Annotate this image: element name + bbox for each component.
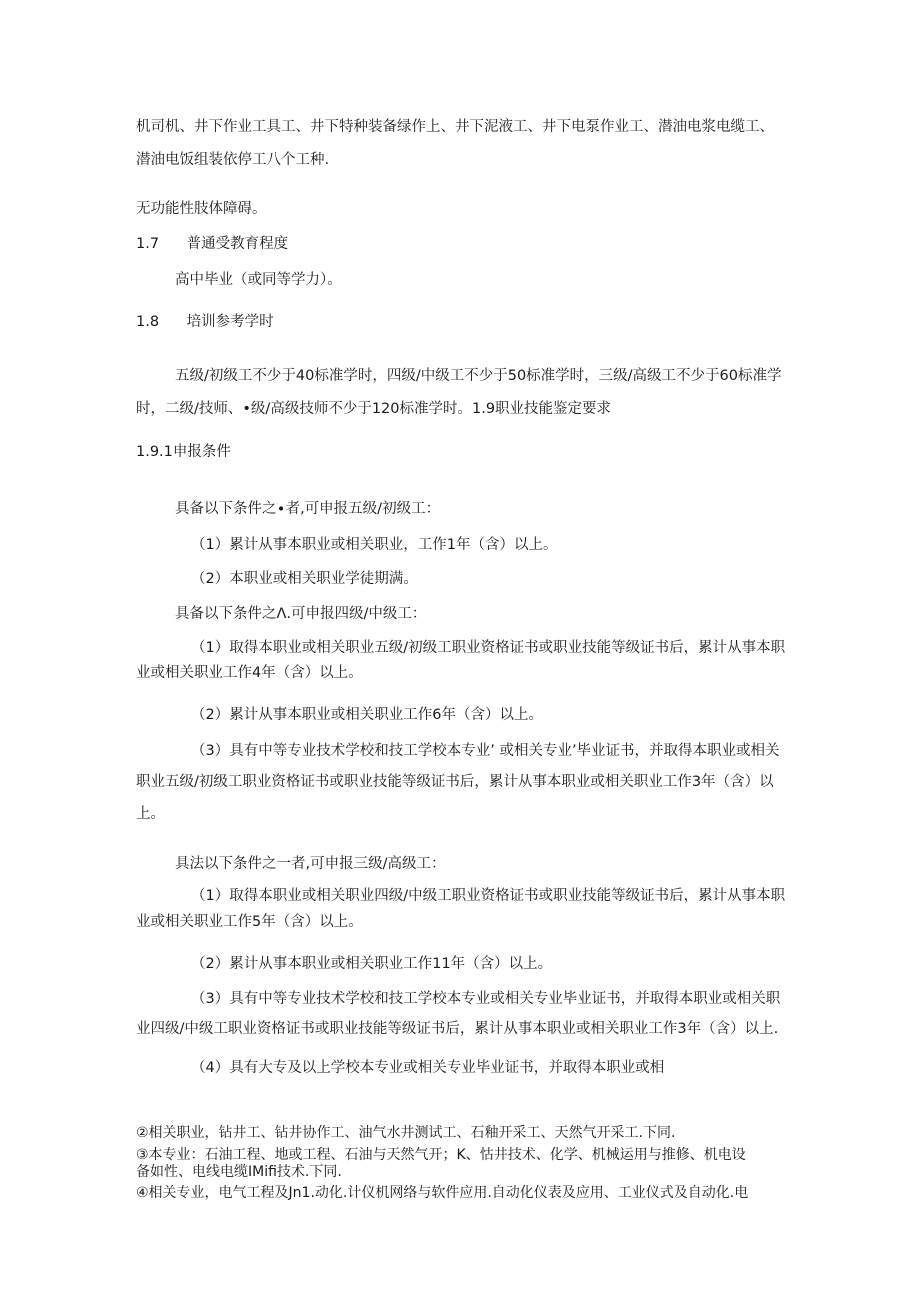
paragraph-line: 机司机、井下作业工具工、井下特种装备绿作上、井下泥液工、井下电泵作业工、潜油电浆电缆工、 [136,119,774,135]
paragraph: 具法以下条件之一者,可申报三级/高级工： [175,856,446,872]
footnote-line: ③本专业：石油工程、地或工程、石油与天然气开；K、怙井技术、化学、机械运用与推修、机电设 [136,1147,746,1163]
section-number: 1.7 [136,236,160,252]
footnote: ④相关专业，电气工程及Jn1.动化.计仪机网络与软件应用.自动化仪表及应用、工业仪式及自动化.电 [136,1185,749,1201]
list-item: （4）具有大专及以上学校本专业或相关专业毕业证书，并取得本职业或相 [191,1060,665,1076]
list-item-line: 上。 [136,806,165,822]
section-number: 1.8 [136,314,160,330]
list-item-line: 业或相关职业工作4年（含）以上。 [136,665,363,681]
subsection-heading-1-9-1: 1.9.1申报条件 [136,444,231,460]
paragraph: 具备以下条件之Λ.可申报四级/中级工： [175,606,427,622]
footnote-line: 备如性、电线电缆IMifi技术.下同. [136,1164,342,1180]
list-item-line: 职业五级/初级工职业资格证书或职业技能等级证书后，累计从事本职业或相关职业工作3年（含）以 [136,774,774,790]
paragraph: 具备以下条件之∙者,可申报五级/初级工： [175,501,441,517]
list-item-line: （3）具有中等专业技术学校和技工学校本专业’ 或相关专业’毕业证书，并取得本职业或相关 [191,743,780,759]
footnote: ②相关职业，钻井工、钻井协作工、油气水井测试工、石釉开采工、天然气开采工.下同. [136,1125,676,1141]
paragraph-line: 潜油电饭组装依停工八个工种. [136,152,330,168]
list-item: （2）累计从事本职业或相关职业工作6年（含）以上。 [191,707,543,723]
section-heading-1-8 [136,312,274,332]
list-item-line: （1）取得本职业或相关职业四级/中级工职业资格证书或职业技能等级证书后，累计从事本职 [191,888,786,904]
paragraph: 无功能性肢体障碍。 [136,201,267,217]
list-item-line: 业或相关职业工作5年（含）以上。 [136,914,363,930]
list-item-line: （1）取得本职业或相关职业五级/初级工职业资格证书或职业技能等级证书后，累计从事本职 [191,640,786,656]
paragraph: 高中毕业（或同等学力）。 [175,272,342,288]
paragraph-line: 五级/初级工不少于40标准学时，四级/中级工不少于50标准学时，三级/高级工不少于60标准学 [175,368,782,384]
section-title: 普通受教育程度 [186,236,289,252]
list-item: （2）本职业或相关职业学徒期满。 [191,571,418,587]
list-item: （2）累计从事本职业或相关职业工作11年（含）以上。 [191,956,553,972]
list-item: （1）累计从事本职业或相关职业，工作1年（含）以上。 [191,537,558,553]
paragraph-line: 时，二级/技师、•级/高级技师不少于120标准学时。1.9职业技能鉴定要求 [136,401,612,417]
section-heading-1-7 [136,234,288,254]
list-item-line: （3）具有中等专业技术学校和技工学校本专业或相关专业毕业证书，并取得本职业或相关职 [191,991,781,1007]
list-item-line: 业四级/中级工职业资格证书或职业技能等级证书后，累计从事本职业或相关职业工作3年（含）以上. [136,1021,779,1037]
section-title: 培训参考学时 [186,314,274,330]
